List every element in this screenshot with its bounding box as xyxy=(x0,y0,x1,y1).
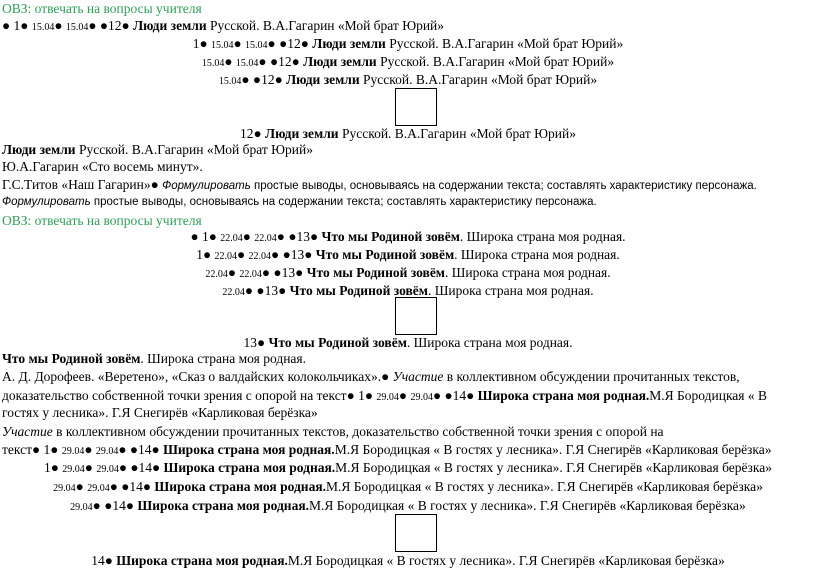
lesson-line-b6: Что мы Родиной зовём. Широка страна моя родная. xyxy=(2,351,307,366)
bullet-icon: ● xyxy=(104,553,113,568)
bullet-icon: ● xyxy=(273,265,282,280)
bullet-icon: ● xyxy=(256,335,266,350)
ovz-note-1: ОВЗ: отвечать на вопросы учителя xyxy=(2,1,202,16)
lesson-line-b2: 1● 22.04● 22.04● ●13● Что мы Родиной зовём. Широка страна моя родная. xyxy=(196,247,620,262)
lesson-line-b1: ● 1● 22.04● 22.04● ●13● Что мы Родиной зовём. Широка страна моя родная. xyxy=(190,229,626,244)
lesson-line-b8: доказательство собственной точки зрения с опорой на текст● 1● 29.04● 29.04● ●14● Широка страна моя родная.М.Я Бородицкая « В xyxy=(2,388,768,403)
bullet-icon: ● xyxy=(99,18,109,33)
lesson-line-c5: 29.04● ●14● Широка страна моя родная.М.Я Бородицкая « В гостях у лесника». Г.Я Снегирёв «Карликовая берёзка» xyxy=(70,498,746,513)
bullet-icon: ● xyxy=(152,460,161,475)
lesson-line-c6: 14● Широка страна моя родная.М.Я Бородицкая « В гостях у лесника». Г.Я Снегирёв «Карликовая берёзка» xyxy=(91,553,725,568)
bullet-icon: ● xyxy=(121,479,130,494)
bullet-icon: ● xyxy=(444,388,453,403)
bullet-icon: ● xyxy=(278,283,287,298)
lesson-line-a8: Г.С.Титов «Наш Гагарин»● Формулировать простые выводы, основываясь на содержании текста; составлять характеристику персонажа. xyxy=(2,177,757,192)
bullet-icon: ● xyxy=(432,388,442,403)
bullet-icon: ● xyxy=(282,247,291,262)
bullet-icon: ● xyxy=(256,283,265,298)
bullet-icon: ● xyxy=(233,36,242,51)
lesson-line-b4: 22.04● ●13● Что мы Родиной зовём. Широка страна моя родная. xyxy=(222,283,594,298)
bullet-icon: ● xyxy=(20,18,29,33)
lesson-line-a2: 1● 15.04● 15.04● ●12● Люди земли Русской. В.А.Гагарин «Мой брат Юрий» xyxy=(192,36,624,51)
bullet-icon: ● xyxy=(88,18,97,33)
bullet-icon: ● xyxy=(288,229,297,244)
lesson-line-a5: 12● Люди земли Русской. В.А.Гагарин «Мой брат Юрий» xyxy=(239,126,576,141)
bullet-icon: ● xyxy=(84,460,93,475)
bullet-icon: ● xyxy=(295,265,304,280)
bullet-icon: ● xyxy=(129,442,139,457)
bullet-icon: ● xyxy=(104,498,113,513)
bullet-icon: ● xyxy=(125,498,135,513)
bullet-icon: ● xyxy=(252,72,262,87)
bullet-icon: ● xyxy=(150,177,159,192)
lesson-line-c1: Участие в коллективном обсуждении прочитанных текстов, доказательство собственной точки зрения с опорой на xyxy=(2,424,664,439)
lesson-line-a1: ● 1● 15.04● 15.04● ●12● Люди земли Русской. В.А.Гагарин «Мой брат Юрий» xyxy=(2,18,445,33)
lesson-line-a3: 15.04● 15.04● ●12● Люди земли Русской. В.А.Гагарин «Мой брат Юрий» xyxy=(201,54,615,69)
lesson-line-a9: Формулировать простые выводы, основываясь на содержании текста; составлять характеристику персонажа. xyxy=(2,196,597,208)
bullet-icon: ● xyxy=(279,36,288,51)
lesson-line-b5: 13● Что мы Родиной зовём. Широка страна моя родная. xyxy=(243,335,573,350)
lesson-line-c2: текст● 1● 29.04● 29.04● ●14● Широка страна моя родная.М.Я Бородицкая « В гостях у лесника». Г.Я Снегирёв «Карликовая берёзка» xyxy=(2,442,772,457)
bullet-icon: ● xyxy=(244,283,254,298)
bullet-icon: ● xyxy=(300,36,309,51)
lesson-line-c3: 1● 29.04● 29.04● ●14● Широка страна моя родная.М.Я Бородицкая « В гостях у лесника». Г.Я Снегирёв «Карликовая берёзка» xyxy=(44,460,772,475)
bullet-icon: ● xyxy=(276,229,285,244)
bullet-icon: ● xyxy=(269,54,279,69)
bullet-icon: ● xyxy=(291,54,300,69)
bullet-icon: ● xyxy=(109,479,118,494)
bullet-icon: ● xyxy=(227,265,237,280)
bullet-icon: ● xyxy=(398,388,408,403)
ovz-note-2: ОВЗ: отвечать на вопросы учителя xyxy=(2,213,202,228)
bullet-icon: ● xyxy=(466,388,475,403)
bullet-icon: ● xyxy=(364,388,374,403)
empty-frame xyxy=(395,514,437,552)
bullet-icon: ● xyxy=(202,247,212,262)
lesson-line-b9: гостях у лесника». Г.Я Снегирёв «Карликовая берёзка» xyxy=(2,405,318,420)
bullet-icon: ● xyxy=(190,229,199,244)
bullet-icon: ● xyxy=(304,247,313,262)
bullet-icon: ● xyxy=(208,229,217,244)
empty-frame xyxy=(395,88,437,126)
lesson-line-a7: Ю.А.Гагарин «Сто восемь минут». xyxy=(2,159,203,174)
bullet-icon: ● xyxy=(267,36,276,51)
bullet-icon: ● xyxy=(271,247,280,262)
bullet-icon: ● xyxy=(142,479,152,494)
bullet-icon: ● xyxy=(92,498,101,513)
bullet-icon: ● xyxy=(381,369,390,384)
bullet-icon: ● xyxy=(237,247,246,262)
lesson-line-a4: 15.04● ●12● Люди земли Русской. В.А.Гагарин «Мой брат Юрий» xyxy=(218,72,598,87)
lesson-line-b3: 22.04● 22.04● ●13● Что мы Родиной зовём. Широка страна моя родная. xyxy=(205,265,611,280)
bullet-icon: ● xyxy=(274,72,283,87)
bullet-icon: ● xyxy=(199,36,208,51)
bullet-icon: ● xyxy=(253,126,262,141)
bullet-icon: ● xyxy=(241,72,250,87)
bullet-icon: ● xyxy=(258,54,267,69)
bullet-icon: ● xyxy=(2,18,11,33)
bullet-icon: ● xyxy=(84,442,93,457)
lesson-line-b7: А. Д. Дорофеев. «Веретено», «Сказ о валдайских колокольчиках».● Участие в коллективном обсуждении прочитанных текстов, xyxy=(2,369,740,384)
empty-frame xyxy=(395,297,437,335)
lesson-line-a6: Люди земли Русской. В.А.Гагарин «Мой брат Юрий» xyxy=(2,142,313,157)
bullet-icon: ● xyxy=(121,18,130,33)
bullet-icon: ● xyxy=(261,265,271,280)
bullet-icon: ● xyxy=(346,388,355,403)
bullet-icon: ● xyxy=(130,460,139,475)
bullet-icon: ● xyxy=(224,54,233,69)
lesson-line-c4: 29.04● 29.04● ●14● Широка страна моя родная.М.Я Бородицкая « В гостях у лесника». Г.Я Снегирёв «Карликовая берёзка» xyxy=(53,479,763,494)
bullet-icon: ● xyxy=(54,18,63,33)
bullet-icon: ● xyxy=(32,442,41,457)
bullet-icon: ● xyxy=(118,442,127,457)
bullet-icon: ● xyxy=(309,229,319,244)
bullet-icon: ● xyxy=(50,460,59,475)
bullet-icon: ● xyxy=(50,442,59,457)
bullet-icon: ● xyxy=(118,460,127,475)
bullet-icon: ● xyxy=(75,479,84,494)
bullet-icon: ● xyxy=(151,442,160,457)
bullet-icon: ● xyxy=(242,229,251,244)
